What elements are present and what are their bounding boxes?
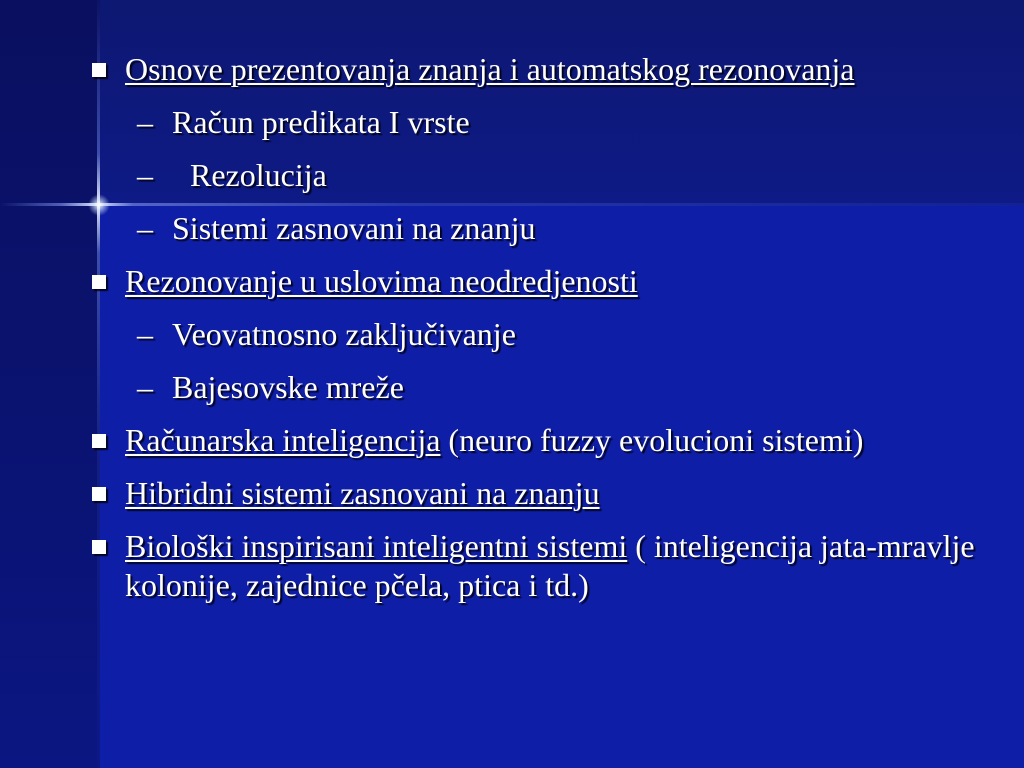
background-left-band xyxy=(0,0,100,768)
topic-link[interactable]: Hibridni sistemi zasnovani na znanju xyxy=(125,475,600,511)
sub-item xyxy=(88,156,998,195)
sub-item-text: Račun predikata I vrste xyxy=(172,104,470,140)
bullet-rest-text: ( inteligencija jata-mravlje kolonije, zajednice pčela, ptica i td.) xyxy=(125,528,975,603)
dash-marker: – xyxy=(137,369,153,405)
bullet-item xyxy=(88,527,998,605)
square-bullet-icon xyxy=(92,434,106,448)
sub-item xyxy=(88,368,998,407)
sub-item-text: Veovatnosno zaključivanje xyxy=(172,316,516,352)
square-bullet-icon xyxy=(92,63,106,77)
square-bullet-icon xyxy=(92,540,106,554)
sub-item-text: Rezolucija xyxy=(182,157,327,193)
bullet-item xyxy=(88,50,998,89)
bullet-item xyxy=(88,262,998,301)
dash-marker: – xyxy=(137,316,153,352)
dash-marker: – xyxy=(137,210,153,246)
bullet-item xyxy=(88,421,998,460)
sub-item-text: Sistemi zasnovani na znanju xyxy=(172,210,536,246)
sub-item-text: Bajesovske mreže xyxy=(172,369,404,405)
square-bullet-icon xyxy=(92,487,106,501)
sub-item xyxy=(88,103,998,142)
sub-item xyxy=(88,315,998,354)
square-bullet-icon xyxy=(92,275,106,289)
topic-link[interactable]: Biološki inspirisani inteligentni sistemi xyxy=(125,528,628,564)
topic-link[interactable]: Rezonovanje u uslovima neodredjenosti xyxy=(125,263,638,299)
dash-marker: – xyxy=(137,104,153,140)
dash-marker: – xyxy=(137,157,153,193)
slide-content xyxy=(88,50,998,619)
sub-item xyxy=(88,209,998,248)
topic-link[interactable]: Osnove prezentovanja znanja i automatskog rezonovanja xyxy=(125,51,855,87)
bullet-rest-text: (neuro fuzzy evolucioni sistemi) xyxy=(440,422,864,458)
topic-link[interactable]: Računarska inteligencija xyxy=(125,422,441,458)
bullet-item xyxy=(88,474,998,513)
